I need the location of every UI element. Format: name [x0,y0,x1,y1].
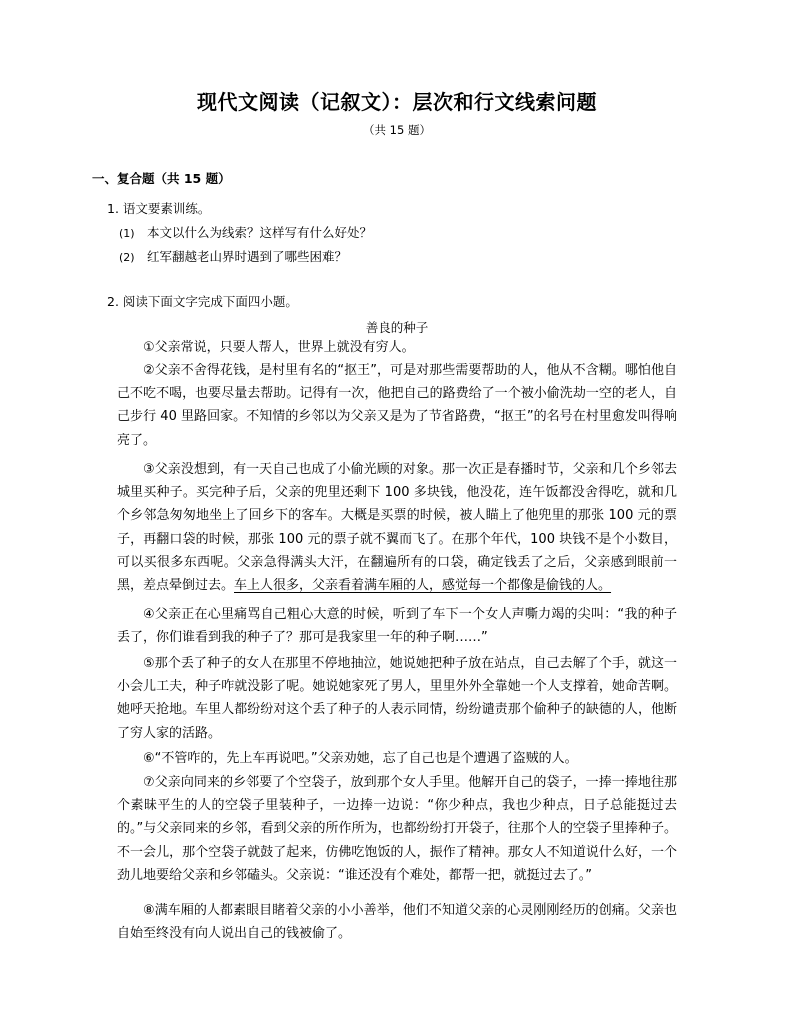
sub-text: 本文以什么为线索？这样写有什么好处？ [147,225,373,240]
essay-paragraph-4: ④父亲正在心里痛骂自己粗心大意的时候，听到了车下一个女人声嘶力竭的尖叫：“我的种子丢了，你们谁看到我的种子了？那可是我家里一年的种子啊……” [117,607,677,646]
essay-paragraph-2: ②父亲不舍得花钱，是村里有名的“抠王”，可是对那些需要帮助的人，他从不含糊。哪怕他自己不吃不喝，也要尽量去帮助。记得有一次，他把自己的路费给了一个被小偷洗劫一空的老人，自己步行 40 里路回家。不知情的乡邻以为父亲又是为了节省路费，“抠王”的名号在村里愈发叫得响亮了。 [117,363,677,448]
question-1-sub-2 [119,247,347,265]
page-title: 现代文阅读（记叙文）：层次和行文线索问题 [197,90,597,114]
question-2-stem: 2. 阅读下面文字完成下面四小题。 [107,294,298,309]
question-1-stem: 1. 语文要素训练。 [107,201,211,216]
section-heading: 一、复合题（共 15 题） [92,171,231,186]
paragraph-3-text: ③父亲没想到，有一天自己也成了小偷光顾的对象。那一次正是春播时节，父亲和几个乡邻去城里买种子。买完种子后，父亲的兜里还剩下 100 多块钱，他没花，连午饭都没舍得吃，就和几个乡邻急匆匆地坐上了回乡下的客车。大概是买票的时候，被人瞄上了他兜里的那张 100 元的票子，再翻口袋的时候，那张 100 元的票子就不翼而飞了。在那个年代，100 块钱不是个小数目，可以买很多东西呢。父亲急得满头大汗，在翻遍所有的口袋，确定钱丢了之后，父亲感到眼前一黑，差点晕倒过去。 [117,462,677,594]
sub-text: 红军翻越老山界时遇到了哪些困难？ [147,249,348,264]
page-subtitle: （共 15 题） [363,123,431,137]
essay-paragraph-5: ⑤那个丢了种子的女人在那里不停地抽泣，她说她把种子放在站点，自己去解了个手，就这一小会儿工夫，种子咋就没影了呢。她说她家死了男人，里里外外全靠她一个人支撑着，她命苦啊。她呼天抢地。车里人都纷纷对这个丢了种子的人表示同情，纷纷谴责那个偷种子的缺德的人，他断了穷人家的活路。 [117,656,677,741]
essay-paragraph-8: ⑧满车厢的人都素眼目睹着父亲的小小善举，他们不知道父亲的心灵刚刚经历的创痛。父亲也自始至终没有向人说出自己的钱被偷了。 [117,903,677,942]
essay-title: 善良的种子 [365,320,429,335]
question-1-sub-1 [119,223,372,241]
sub-number: (1) [119,227,135,240]
sub-number: (2) [119,251,135,264]
underlined-sentence: 车上人很多，父亲看着满车厢的人，感觉每一个都像是偷钱的人。 [234,578,612,594]
essay-paragraph-7: ⑦父亲向同来的乡邻要了个空袋子，放到那个女人手里。他解开自己的袋子，一捧一捧地往那个素昧平生的人的空袋子里装种子，一边捧一边说：“你少种点，我也少种点，日子总能挺过去的。”与父亲同来的乡邻，看到父亲的所作所为，也都纷纷打开袋子，往那个人的空袋子里捧种子。不一会儿，那个空袋子就鼓了起来，仿佛吃饱饭的人，振作了精神。那女人不知道说什么好，一个劲儿地要给父亲和乡邻磕头。父亲说：“谁还没有个难处，都帮一把，就挺过去了。” [117,775,677,883]
essay-paragraph-1: ①父亲常说，只要人帮人，世界上就没有穷人。 [143,340,415,355]
essay-paragraph-6: ⑥“不管咋的，先上车再说吧。”父亲劝她，忘了自己也是个遭遇了盗贼的人。 [143,751,578,766]
essay-paragraph-3 [117,458,677,597]
